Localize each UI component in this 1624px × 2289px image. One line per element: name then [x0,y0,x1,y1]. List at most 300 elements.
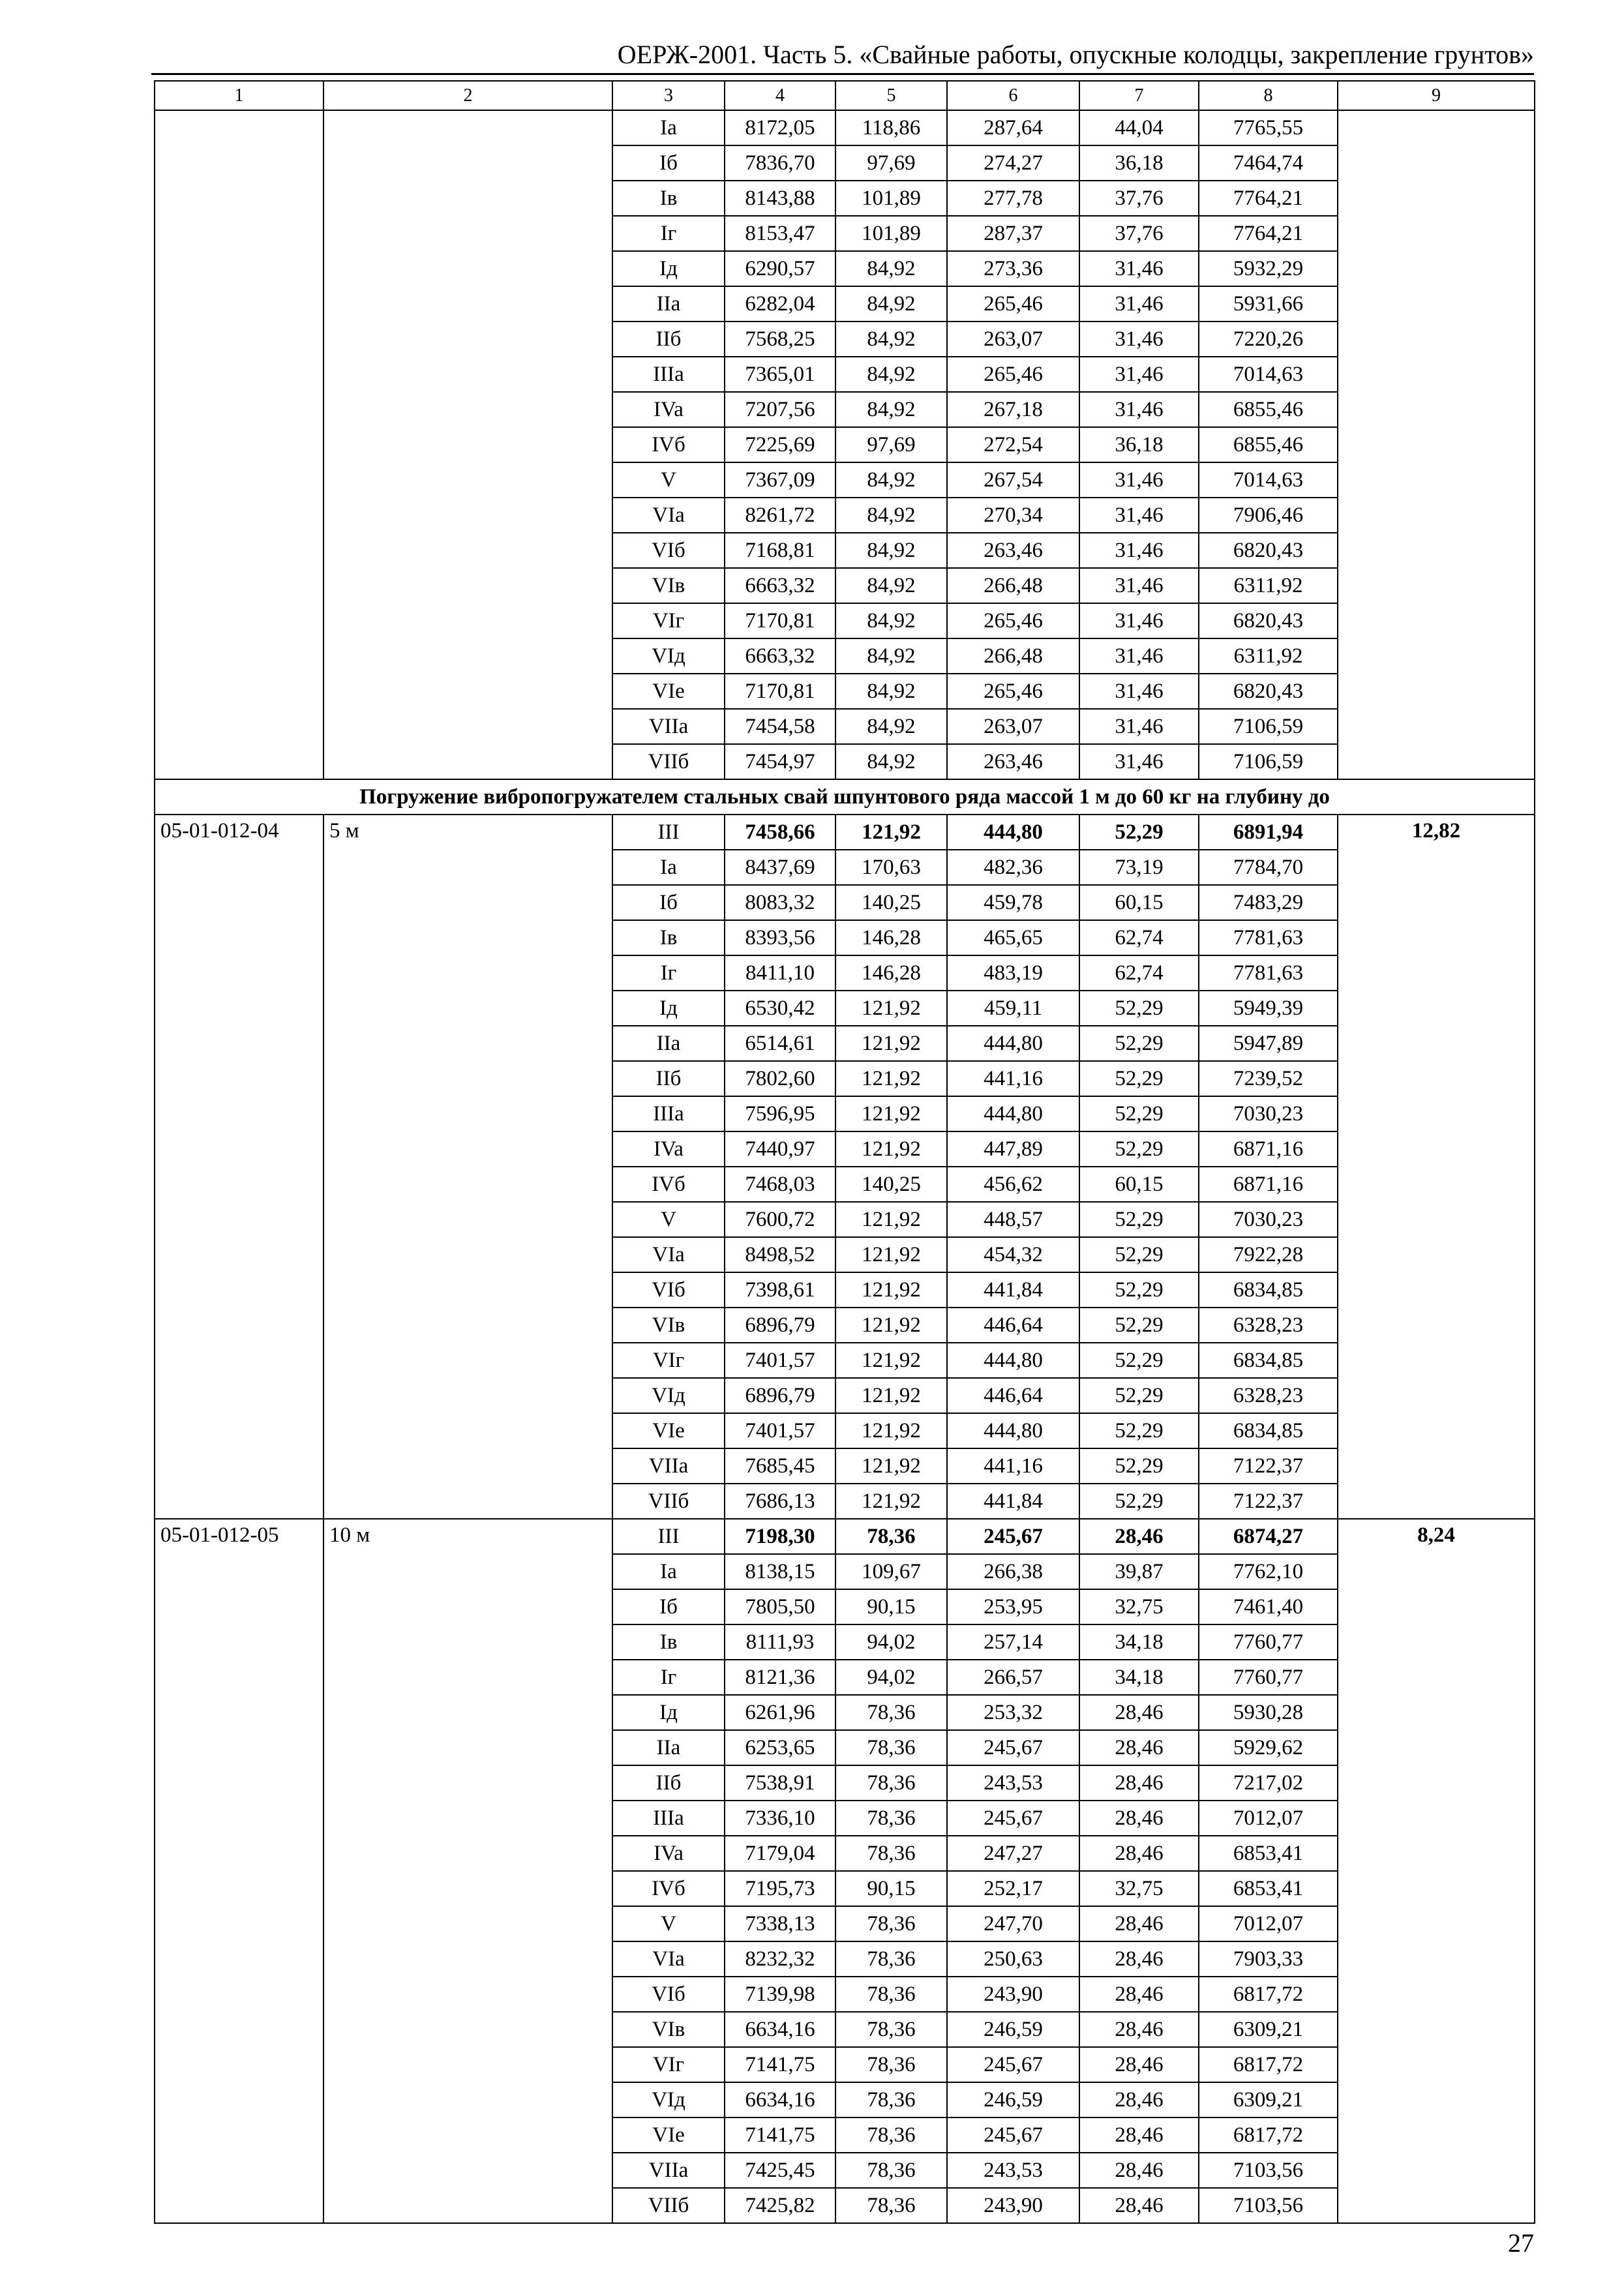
operator-wage-cell: 60,15 [1079,1167,1199,1202]
wage-cell: 94,02 [835,1624,947,1660]
zone-cell: IVб [612,427,725,462]
wage-cell: 90,15 [835,1871,947,1906]
machinery-cell: 287,64 [947,110,1079,145]
materials-cell: 6853,41 [1199,1836,1338,1871]
wage-cell: 78,36 [835,1695,947,1730]
zone-cell: VIг [612,1343,725,1378]
machinery-cell: 482,36 [947,850,1079,885]
materials-cell: 7012,07 [1199,1801,1338,1836]
materials-cell: 7122,37 [1199,1484,1338,1519]
labor-cost-cell [1338,110,1535,779]
wage-cell: 121,92 [835,1378,947,1413]
materials-cell: 6834,85 [1199,1343,1338,1378]
materials-cell: 7122,37 [1199,1448,1338,1484]
materials-cell: 7764,21 [1199,216,1338,251]
machinery-cell: 444,80 [947,1413,1079,1448]
zone-cell: IIa [612,1730,725,1765]
machinery-cell: 267,54 [947,462,1079,498]
wage-cell: 84,92 [835,462,947,498]
materials-cell: 6855,46 [1199,392,1338,427]
operator-wage-cell: 31,46 [1079,638,1199,674]
machinery-cell: 444,80 [947,1096,1079,1131]
materials-cell: 6855,46 [1199,427,1338,462]
wage-cell: 109,67 [835,1554,947,1589]
operator-wage-cell: 31,46 [1079,498,1199,533]
materials-cell: 6834,85 [1199,1272,1338,1308]
materials-cell: 7483,29 [1199,885,1338,920]
materials-cell: 5949,39 [1199,991,1338,1026]
total-cost-cell: 7198,30 [725,1519,835,1554]
zone-cell: VIв [612,568,725,603]
materials-cell: 7014,63 [1199,462,1338,498]
materials-cell: 7781,63 [1199,920,1338,955]
materials-cell: 7762,10 [1199,1554,1338,1589]
zone-cell: III [612,815,725,850]
machinery-cell: 273,36 [947,251,1079,286]
wage-cell: 140,25 [835,885,947,920]
zone-cell: IVa [612,1131,725,1167]
total-cost-cell: 8138,15 [725,1554,835,1589]
materials-cell: 6817,72 [1199,2047,1338,2082]
machinery-cell: 267,18 [947,392,1079,427]
name-cell [323,110,612,779]
total-cost-cell: 7538,91 [725,1765,835,1801]
page-header: ОЕРЖ-2001. Часть 5. «Свайные работы, опускные колодцы, закрепление грунтов» [617,40,1534,69]
materials-cell: 6891,94 [1199,815,1338,850]
zone-cell: VIIa [612,709,725,744]
materials-cell: 7217,02 [1199,1765,1338,1801]
rates-table-body [155,81,1535,2223]
machinery-cell: 448,57 [947,1202,1079,1237]
zone-cell: VIe [612,2117,725,2153]
machinery-cell: 266,48 [947,638,1079,674]
zone-cell: IIIa [612,357,725,392]
total-cost-cell: 7454,97 [725,744,835,779]
materials-cell: 7012,07 [1199,1906,1338,1941]
total-cost-cell: 6663,32 [725,568,835,603]
wage-cell: 121,92 [835,1237,947,1272]
zone-cell: IIб [612,322,725,357]
wage-cell: 84,92 [835,357,947,392]
operator-wage-cell: 52,29 [1079,815,1199,850]
wage-cell: 84,92 [835,498,947,533]
zone-cell: IIa [612,1026,725,1061]
total-cost-cell: 7425,45 [725,2153,835,2188]
total-cost-cell: 7600,72 [725,1202,835,1237]
machinery-cell: 243,90 [947,2188,1079,2223]
total-cost-cell: 7425,82 [725,2188,835,2223]
materials-cell: 7906,46 [1199,498,1338,533]
materials-cell: 7464,74 [1199,145,1338,181]
operator-wage-cell: 28,46 [1079,1695,1199,1730]
total-cost-cell: 7141,75 [725,2117,835,2153]
zone-cell: VIIa [612,2153,725,2188]
total-cost-cell: 7398,61 [725,1272,835,1308]
machinery-cell: 483,19 [947,955,1079,991]
machinery-cell: 287,37 [947,216,1079,251]
wage-cell: 101,89 [835,216,947,251]
operator-wage-cell: 52,29 [1079,1343,1199,1378]
main-rate-row [155,815,1535,850]
wage-cell: 78,36 [835,1977,947,2012]
total-cost-cell: 7805,50 [725,1589,835,1624]
total-cost-cell: 6896,79 [725,1378,835,1413]
wage-cell: 84,92 [835,286,947,322]
total-cost-cell: 7141,75 [725,2047,835,2082]
zone-cell: VIa [612,1941,725,1977]
wage-cell: 84,92 [835,674,947,709]
operator-wage-cell: 73,19 [1079,850,1199,885]
materials-cell: 6874,27 [1199,1519,1338,1554]
wage-cell: 121,92 [835,1202,947,1237]
operator-wage-cell: 36,18 [1079,145,1199,181]
zone-cell: VIa [612,498,725,533]
machinery-cell: 245,67 [947,2117,1079,2153]
machinery-cell: 252,17 [947,1871,1079,1906]
wage-cell: 140,25 [835,1167,947,1202]
operator-wage-cell: 60,15 [1079,885,1199,920]
zone-cell: IIa [612,286,725,322]
column-number-cell: 9 [1338,81,1535,110]
total-cost-cell: 8153,47 [725,216,835,251]
zone-cell: V [612,1202,725,1237]
total-cost-cell: 7179,04 [725,1836,835,1871]
wage-cell: 121,92 [835,815,947,850]
wage-cell: 146,28 [835,920,947,955]
zone-cell: Iб [612,1589,725,1624]
materials-cell: 7106,59 [1199,709,1338,744]
operator-wage-cell: 28,46 [1079,2082,1199,2117]
materials-cell: 6820,43 [1199,533,1338,568]
zone-cell: Ia [612,110,725,145]
materials-cell: 6817,72 [1199,2117,1338,2153]
total-cost-cell: 7596,95 [725,1096,835,1131]
machinery-cell: 441,84 [947,1484,1079,1519]
zone-cell: Iд [612,251,725,286]
operator-wage-cell: 52,29 [1079,1096,1199,1131]
operator-wage-cell: 28,46 [1079,1836,1199,1871]
zone-cell: IVa [612,1836,725,1871]
materials-cell: 5930,28 [1199,1695,1338,1730]
machinery-cell: 245,67 [947,2047,1079,2082]
machinery-cell: 266,48 [947,568,1079,603]
total-cost-cell: 7440,97 [725,1131,835,1167]
wage-cell: 121,92 [835,1026,947,1061]
materials-cell: 6309,21 [1199,2012,1338,2047]
zone-cell: III [612,1519,725,1554]
materials-cell: 6834,85 [1199,1413,1338,1448]
wage-cell: 78,36 [835,1765,947,1801]
column-number-cell: 8 [1199,81,1338,110]
total-cost-cell: 7568,25 [725,322,835,357]
zone-cell: IVб [612,1871,725,1906]
total-cost-cell: 7195,73 [725,1871,835,1906]
operator-wage-cell: 52,29 [1079,1378,1199,1413]
page-number: 27 [1508,2228,1534,2258]
zone-cell: VIe [612,1413,725,1448]
operator-wage-cell: 28,46 [1079,1519,1199,1554]
zone-cell: V [612,462,725,498]
zone-cell: VIIб [612,1484,725,1519]
materials-cell: 7760,77 [1199,1660,1338,1695]
operator-wage-cell: 37,76 [1079,216,1199,251]
zone-cell: IIIa [612,1096,725,1131]
table-row [155,110,1535,145]
total-cost-cell: 6634,16 [725,2012,835,2047]
total-cost-cell: 8172,05 [725,110,835,145]
machinery-cell: 446,64 [947,1308,1079,1343]
operator-wage-cell: 52,29 [1079,1061,1199,1096]
wage-cell: 84,92 [835,568,947,603]
materials-cell: 6328,23 [1199,1378,1338,1413]
operator-wage-cell: 28,46 [1079,2047,1199,2082]
wage-cell: 84,92 [835,251,947,286]
zone-cell: VIд [612,638,725,674]
materials-cell: 6311,92 [1199,568,1338,603]
wage-cell: 78,36 [835,1730,947,1765]
machinery-cell: 243,90 [947,1977,1079,2012]
operator-wage-cell: 32,75 [1079,1589,1199,1624]
total-cost-cell: 6261,96 [725,1695,835,1730]
wage-cell: 118,86 [835,110,947,145]
total-cost-cell: 6530,42 [725,991,835,1026]
zone-cell: IVa [612,392,725,427]
operator-wage-cell: 31,46 [1079,744,1199,779]
wage-cell: 78,36 [835,2047,947,2082]
machinery-cell: 265,46 [947,674,1079,709]
zone-cell: IIб [612,1765,725,1801]
materials-cell: 6853,41 [1199,1871,1338,1906]
zone-cell: Ia [612,1554,725,1589]
column-number-cell: 4 [725,81,835,110]
wage-cell: 121,92 [835,1484,947,1519]
materials-cell: 5931,66 [1199,286,1338,322]
labor-cost-cell: 12,82 [1338,815,1535,1519]
wage-cell: 146,28 [835,955,947,991]
header-rule [151,73,1534,75]
operator-wage-cell: 36,18 [1079,427,1199,462]
zone-cell: Iд [612,991,725,1026]
wage-cell: 121,92 [835,991,947,1026]
operator-wage-cell: 31,46 [1079,286,1199,322]
machinery-cell: 243,53 [947,1765,1079,1801]
total-cost-cell: 6663,32 [725,638,835,674]
operator-wage-cell: 62,74 [1079,920,1199,955]
materials-cell: 6817,72 [1199,1977,1338,2012]
operator-wage-cell: 31,46 [1079,462,1199,498]
materials-cell: 7461,40 [1199,1589,1338,1624]
zone-cell: Iв [612,920,725,955]
total-cost-cell: 7685,45 [725,1448,835,1484]
zone-cell: Iб [612,885,725,920]
total-cost-cell: 6282,04 [725,286,835,322]
materials-cell: 7922,28 [1199,1237,1338,1272]
code-cell: 05-01-012-05 [155,1519,323,2223]
zone-cell: Iг [612,1660,725,1695]
operator-wage-cell: 31,46 [1079,674,1199,709]
machinery-cell: 441,16 [947,1061,1079,1096]
machinery-cell: 245,67 [947,1519,1079,1554]
machinery-cell: 263,07 [947,322,1079,357]
operator-wage-cell: 28,46 [1079,2153,1199,2188]
code-cell [155,110,323,779]
operator-wage-cell: 52,29 [1079,1484,1199,1519]
column-number-cell: 5 [835,81,947,110]
zone-cell: IIб [612,1061,725,1096]
machinery-cell: 250,63 [947,1941,1079,1977]
total-cost-cell: 7401,57 [725,1343,835,1378]
wage-cell: 101,89 [835,181,947,216]
total-cost-cell: 7225,69 [725,427,835,462]
wage-cell: 170,63 [835,850,947,885]
rates-table [154,80,1535,2224]
total-cost-cell: 7367,09 [725,462,835,498]
operator-wage-cell: 31,46 [1079,533,1199,568]
operator-wage-cell: 52,29 [1079,1131,1199,1167]
zone-cell: VIe [612,674,725,709]
total-cost-cell: 8121,36 [725,1660,835,1695]
operator-wage-cell: 37,76 [1079,181,1199,216]
zone-cell: Iв [612,181,725,216]
total-cost-cell: 8437,69 [725,850,835,885]
machinery-cell: 265,46 [947,286,1079,322]
column-number-row [155,81,1535,110]
machinery-cell: 263,07 [947,709,1079,744]
operator-wage-cell: 52,29 [1079,1308,1199,1343]
total-cost-cell: 7139,98 [725,1977,835,2012]
total-cost-cell: 8111,93 [725,1624,835,1660]
materials-cell: 6309,21 [1199,2082,1338,2117]
zone-cell: VIг [612,2047,725,2082]
wage-cell: 90,15 [835,1589,947,1624]
materials-cell: 7903,33 [1199,1941,1338,1977]
operator-wage-cell: 52,29 [1079,1237,1199,1272]
wage-cell: 121,92 [835,1343,947,1378]
wage-cell: 78,36 [835,2188,947,2223]
zone-cell: VIд [612,2082,725,2117]
wage-cell: 121,92 [835,1413,947,1448]
zone-cell: VIб [612,1977,725,2012]
zone-cell: Iд [612,1695,725,1730]
operator-wage-cell: 28,46 [1079,1906,1199,1941]
name-cell: 10 м [323,1519,612,2223]
wage-cell: 121,92 [835,1448,947,1484]
total-cost-cell: 7170,81 [725,674,835,709]
machinery-cell: 456,62 [947,1167,1079,1202]
column-number-cell: 2 [323,81,612,110]
total-cost-cell: 6634,16 [725,2082,835,2117]
machinery-cell: 266,38 [947,1554,1079,1589]
total-cost-cell: 7168,81 [725,533,835,568]
wage-cell: 121,92 [835,1096,947,1131]
total-cost-cell: 7365,01 [725,357,835,392]
column-number-cell: 1 [155,81,323,110]
name-cell: 5 м [323,815,612,1519]
total-cost-cell: 7338,13 [725,1906,835,1941]
machinery-cell: 270,34 [947,498,1079,533]
wage-cell: 84,92 [835,392,947,427]
wage-cell: 78,36 [835,1941,947,1977]
machinery-cell: 447,89 [947,1131,1079,1167]
operator-wage-cell: 31,46 [1079,357,1199,392]
zone-cell: VIб [612,533,725,568]
materials-cell: 7764,21 [1199,181,1338,216]
total-cost-cell: 8498,52 [725,1237,835,1272]
materials-cell: 7030,23 [1199,1096,1338,1131]
total-cost-cell: 7401,57 [725,1413,835,1448]
wage-cell: 84,92 [835,744,947,779]
wage-cell: 84,92 [835,603,947,638]
operator-wage-cell: 52,29 [1079,1448,1199,1484]
wage-cell: 84,92 [835,322,947,357]
operator-wage-cell: 28,46 [1079,1801,1199,1836]
materials-cell: 7239,52 [1199,1061,1338,1096]
total-cost-cell: 8143,88 [725,181,835,216]
zone-cell: Iв [612,1624,725,1660]
operator-wage-cell: 28,46 [1079,2012,1199,2047]
operator-wage-cell: 52,29 [1079,1413,1199,1448]
total-cost-cell: 7802,60 [725,1061,835,1096]
operator-wage-cell: 52,29 [1079,1272,1199,1308]
operator-wage-cell: 31,46 [1079,392,1199,427]
total-cost-cell: 6290,57 [725,251,835,286]
operator-wage-cell: 62,74 [1079,955,1199,991]
materials-cell: 5947,89 [1199,1026,1338,1061]
total-cost-cell: 8261,72 [725,498,835,533]
operator-wage-cell: 52,29 [1079,991,1199,1026]
wage-cell: 84,92 [835,709,947,744]
machinery-cell: 253,95 [947,1589,1079,1624]
total-cost-cell: 8411,10 [725,955,835,991]
machinery-cell: 441,84 [947,1272,1079,1308]
zone-cell: Iг [612,955,725,991]
machinery-cell: 246,59 [947,2082,1079,2117]
total-cost-cell: 6253,65 [725,1730,835,1765]
materials-cell: 7781,63 [1199,955,1338,991]
zone-cell: VIв [612,1308,725,1343]
operator-wage-cell: 28,46 [1079,2188,1199,2223]
operator-wage-cell: 32,75 [1079,1871,1199,1906]
machinery-cell: 446,64 [947,1378,1079,1413]
machinery-cell: 465,65 [947,920,1079,955]
wage-cell: 94,02 [835,1660,947,1695]
total-cost-cell: 8232,32 [725,1941,835,1977]
wage-cell: 78,36 [835,2153,947,2188]
machinery-cell: 263,46 [947,533,1079,568]
materials-cell: 5932,29 [1199,251,1338,286]
zone-cell: Iб [612,145,725,181]
machinery-cell: 441,16 [947,1448,1079,1484]
operator-wage-cell: 31,46 [1079,568,1199,603]
machinery-cell: 459,11 [947,991,1079,1026]
code-cell: 05-01-012-04 [155,815,323,1519]
operator-wage-cell: 44,04 [1079,110,1199,145]
zone-cell: VIa [612,1237,725,1272]
wage-cell: 78,36 [835,2082,947,2117]
machinery-cell: 459,78 [947,885,1079,920]
total-cost-cell: 7458,66 [725,815,835,850]
zone-cell: IIIa [612,1801,725,1836]
machinery-cell: 243,53 [947,2153,1079,2188]
zone-cell: Ia [612,850,725,885]
operator-wage-cell: 31,46 [1079,603,1199,638]
machinery-cell: 247,70 [947,1906,1079,1941]
zone-cell: VIг [612,603,725,638]
operator-wage-cell: 28,46 [1079,1977,1199,2012]
materials-cell: 7014,63 [1199,357,1338,392]
operator-wage-cell: 28,46 [1079,2117,1199,2153]
wage-cell: 121,92 [835,1272,947,1308]
